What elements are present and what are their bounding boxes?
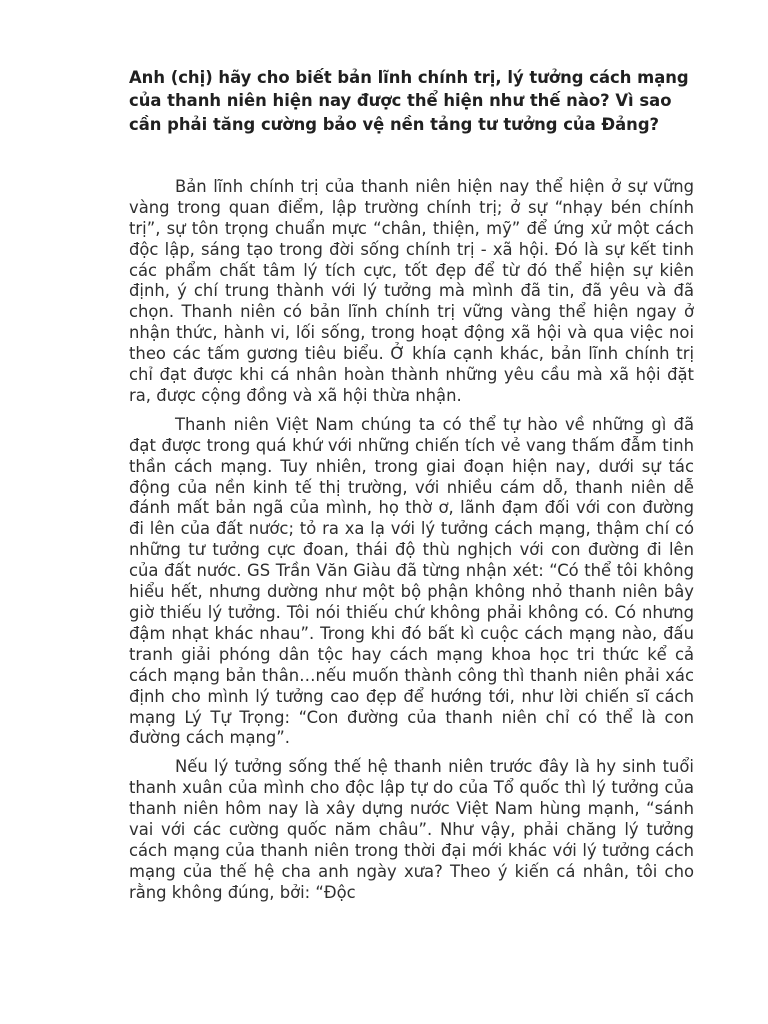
document-title: Anh (chị) hãy cho biết bản lĩnh chính trị, lý tưởng cách mạng của thanh niên hiện nay được thể hiện như thế nào? Vì sao cần phải tăng cường bảo vệ nền tảng tư tưởng của Đảng? (129, 68, 689, 134)
paragraph-vietnamese-youth: Thanh niên Việt Nam chúng ta có thể tự hào về những gì đã đạt được trong quá khứ với những chiến tích vẻ vang thấm đẫm tinh thần cách mạng. Tuy nhiên, trong giai đoạn hiện nay, dưới sự tác động của nền kinh tế thị trường, với nhiều cám dỗ, thanh niên dễ đánh mất bản ngã của mình, họ thờ ơ, lãnh đạm đối với con đường đi lên của đất nước; tỏ ra xa lạ với lý tưởng cách mạng, thậm chí có những tư tưởng cực đoan, thái độ thù nghịch với con đường đi lên của đất nước. GS Trần Văn Giàu đã từng nhận xét: “Có thể tôi không hiểu hết, nhưng dường như một bộ phận không nhỏ thanh niên bây giờ thiếu lý tưởng. Tôi nói thiếu chứ không phải không có. Có nhưng đậm nhạt khác nhau”. Trong khi đó bất kì cuộc cách mạng nào, đấu tranh giải phóng dân tộc hay cách mạng khoa học tri thức kể cả cách mạng bản thân…nếu muốn thành công thì thanh niên phải xác định cho mình lý tưởng cao đẹp để hướng tới, như lời chiến sĩ cách mạng Lý Tự Trọng: “Con đường của thanh niên chỉ có thể là con đường cách mạng”. (129, 414, 694, 748)
paragraph-ideal-of-life: Nếu lý tưởng sống thế hệ thanh niên trước đây là hy sinh tuổi thanh xuân của mình cho độc lập tự do của Tổ quốc thì lý tưởng của thanh niên hôm nay là xây dựng nước Việt Nam hùng mạnh, “sánh vai với các cường quốc năm châu”. Như vậy, phải chăng lý tưởng cách mạng của thanh niên trong thời đại mới khác với lý tưởng cách mạng của thế hệ cha anh ngày xưa? Theo ý kiến cá nhân, tôi cho rằng không đúng, bởi: “Độc (129, 757, 694, 902)
document-body (129, 66, 694, 904)
paragraph-political-bravery: Bản lĩnh chính trị của thanh niên hiện nay thể hiện ở sự vững vàng trong quan điểm, lập trường chính trị; ở sự “nhạy bén chính trị”, sự tôn trọng chuẩn mực “chân, thiện, mỹ” để ứng xử một cách độc lập, sáng tạo trong đời sống chính trị - xã hội. Đó là sự kết tinh các phẩm chất tâm lý tích cực, tốt đẹp để từ đó thể hiện sự kiên định, ý chí trung thành với lý tưởng mà mình đã tin, đã yêu và đã chọn. Thanh niên có bản lĩnh chính trị vững vàng thể hiện ngay ở nhận thức, hành vi, lối sống, trong hoạt động xã hội và qua việc noi theo các tấm gương tiêu biểu. Ở khía cạnh khác, bản lĩnh chính trị chỉ đạt được khi cá nhân hoàn thành những yêu cầu mà xã hội đặt ra, được cộng đồng và xã hội thừa nhận. (129, 176, 694, 405)
